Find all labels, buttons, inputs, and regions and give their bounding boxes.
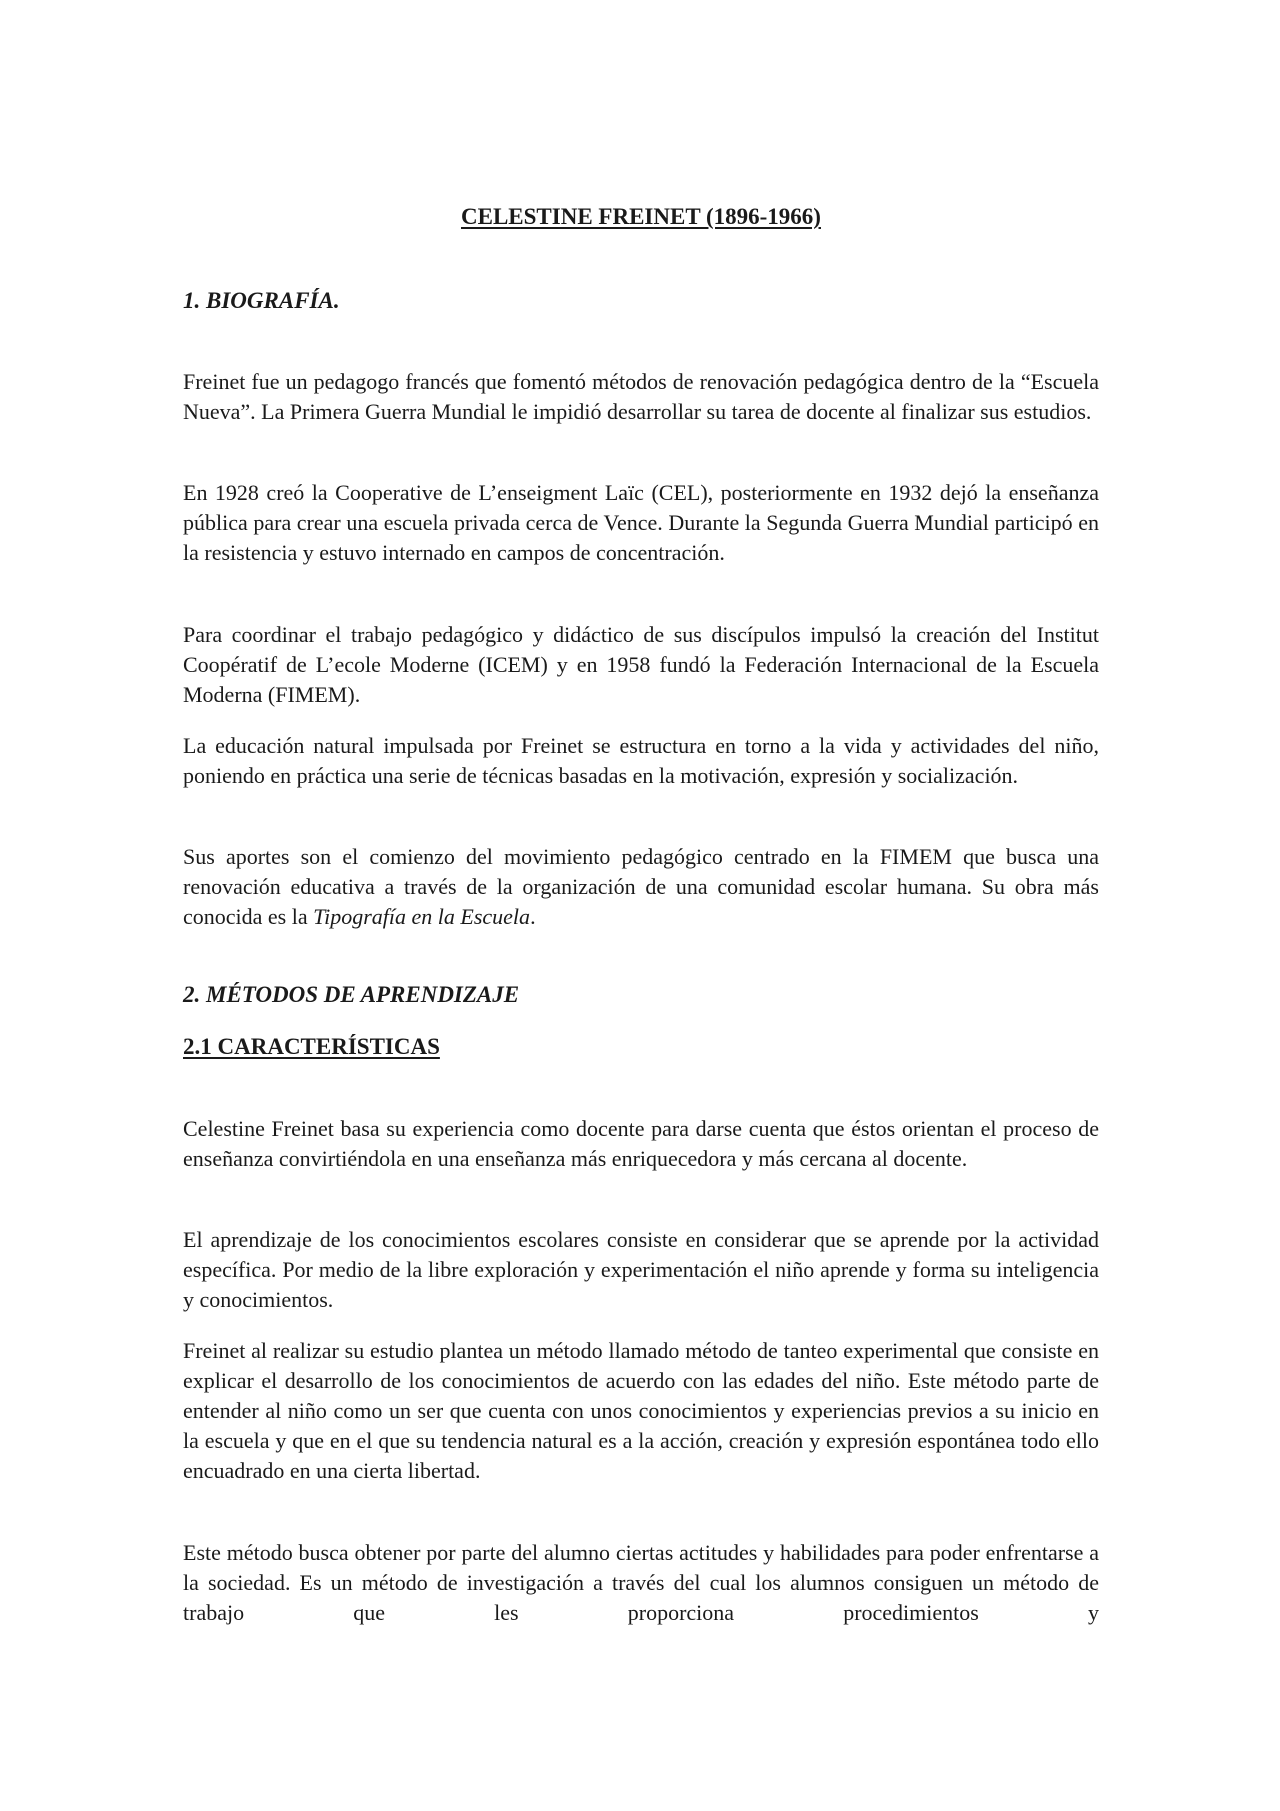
paragraph-obra [183,842,1099,932]
paragraph: En 1928 creó la Cooperative de L’enseigment Laïc (CEL), posteriormente en 1932 dejó la enseñanza pública para crear una escuela privada cerca de Vence. Durante la Segunda Guerra Mundial participó en la resistencia y estuvo internado en campos de concentración. [183,480,1099,565]
paragraph: La educación natural impulsada por Freinet se estructura en torno a la vida y actividades del niño, poniendo en práctica una serie de técnicas basadas en la motivación, expresión y socialización. [183,733,1099,788]
paragraph-text-end: . [530,904,536,929]
paragraph: Este método busca obtener por parte del alumno ciertas actitudes y habilidades para poder enfrentarse a la sociedad. Es un método de investigación a través del cual los alumnos consiguen un método de trabajo que les proporciona procedimientos y [183,1540,1099,1625]
paragraph: Freinet al realizar su estudio plantea un método llamado método de tanteo experimental que consiste en explicar el desarrollo de los conocimientos de acuerdo con las edades del niño. Este método parte de entender al niño como un ser que cuenta con unos conocimientos y experiencias previos a su inicio en la escuela y que en el que su tendencia natural es a la acción, creación y expresión espontánea todo ello encuadrado en una cierta libertad. [183,1338,1099,1483]
paragraph: Celestine Freinet basa su experiencia como docente para darse cuenta que éstos orientan el proceso de enseñanza convirtiéndola en una enseñanza más enriquecedora y más cercana al docente. [183,1116,1099,1171]
section-heading-metodos: 2. MÉTODOS DE APRENDIZAJE [183,982,520,1007]
subsection-heading-caracteristicas: 2.1 CARACTERÍSTICAS [183,1034,440,1059]
paragraph: Freinet fue un pedagogo francés que fomentó métodos de renovación pedagógica dentro de la “Escuela Nueva”. La Primera Guerra Mundial le impidió desarrollar su tarea de docente al finalizar sus estudios. [183,369,1099,424]
section-heading-biografia: 1. BIOGRAFÍA. [183,288,340,313]
book-title: Tipografía en la Escuela [313,904,531,929]
document-page [183,0,1099,1811]
document-title: CELESTINE FREINET (1896-1966) [461,204,821,229]
paragraph: Para coordinar el trabajo pedagógico y didáctico de sus discípulos impulsó la creación del Institut Coopératif de L’ecole Moderne (ICEM) y en 1958 fundó la Federación Internacional de la Escuela Moderna (FIMEM). [183,622,1099,707]
paragraph: El aprendizaje de los conocimientos escolares consiste en considerar que se aprende por la actividad específica. Por medio de la libre exploración y experimentación el niño aprende y forma su inteligencia y conocimientos. [183,1227,1099,1312]
paragraph-text: Sus aportes son el comienzo del movimiento pedagógico centrado en la FIMEM que busca una renovación educativa a través de la organización de una comunidad escolar humana. Su obra más conocida es la [183,844,1099,929]
